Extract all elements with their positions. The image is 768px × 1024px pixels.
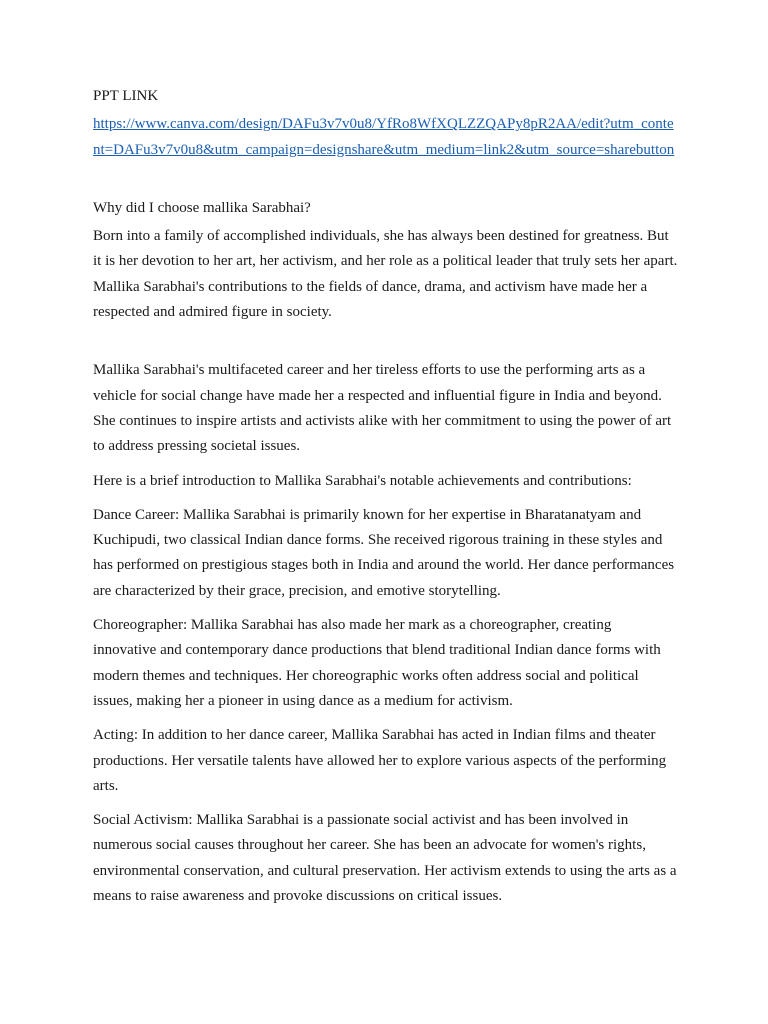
dance-career-paragraph: Dance Career: Mallika Sarabhai is primarily known for her expertise in Bharatanatyam and Kuchipudi, two classical Indian dance forms. She received rigorous training in these styles and has performed on prestigious stages both in India and around the world. Her dance performances are characterized by their grace, precision, and emotive storytelling. <box>93 506 675 599</box>
ppt-link-paragraph <box>93 112 678 163</box>
why-heading: Why did I choose mallika Sarabhai? <box>93 199 311 216</box>
achievements-intro: Here is a brief introduction to Mallika Sarabhai's notable achievements and contributions: <box>93 472 632 489</box>
career-paragraph: Mallika Sarabhai's multifaceted career and her tireless efforts to use the performing arts as a vehicle for social change have made her a respected and influential figure in India and beyond. She continues to inspire artists and activists alike with her commitment to using the power of art to address pressing societal issues. <box>93 362 672 455</box>
choreographer-paragraph: Choreographer: Mallika Sarabhai has also made her mark as a choreographer, creating innovative and contemporary dance productions that blend traditional Indian dance forms with modern themes and techniques. Her choreographic works often address social and political issues, making her a pioneer in using dance as a medium for activism. <box>93 617 661 709</box>
acting-paragraph: Acting: In addition to her dance career, Mallika Sarabhai has acted in Indian films and theater productions. Her versatile talents have allowed her to explore various aspects of the performing arts. <box>93 727 667 794</box>
document-page <box>93 84 678 909</box>
ppt-link-heading: PPT LINK <box>93 88 159 104</box>
social-activism-paragraph: Social Activism: Mallika Sarabhai is a passionate social activist and has been involved in numerous social causes throughout her career. She has been an advocate for women's rights, environmental conservation, and cultural preservation. Her activism extends to using the arts as a means to raise awareness and provoke discussions on critical issues. <box>93 812 677 905</box>
ppt-link[interactable]: https://www.canva.com/design/DAFu3v7v0u8/YfRo8WfXQLZZQAPy8pR2AA/edit?utm_content=DAFu3v7v0u8&utm_campaign=designshare&utm_medium=link2&utm_source=sharebutton <box>93 116 675 158</box>
intro-paragraph: Born into a family of accomplished individuals, she has always been destined for greatness. But it is her devotion to her art, her activism, and her role as a political leader that truly sets her apart. Mallika Sarabhai's contributions to the fields of dance, drama, and activism have made her a respected and admired figure in society. <box>93 228 678 321</box>
